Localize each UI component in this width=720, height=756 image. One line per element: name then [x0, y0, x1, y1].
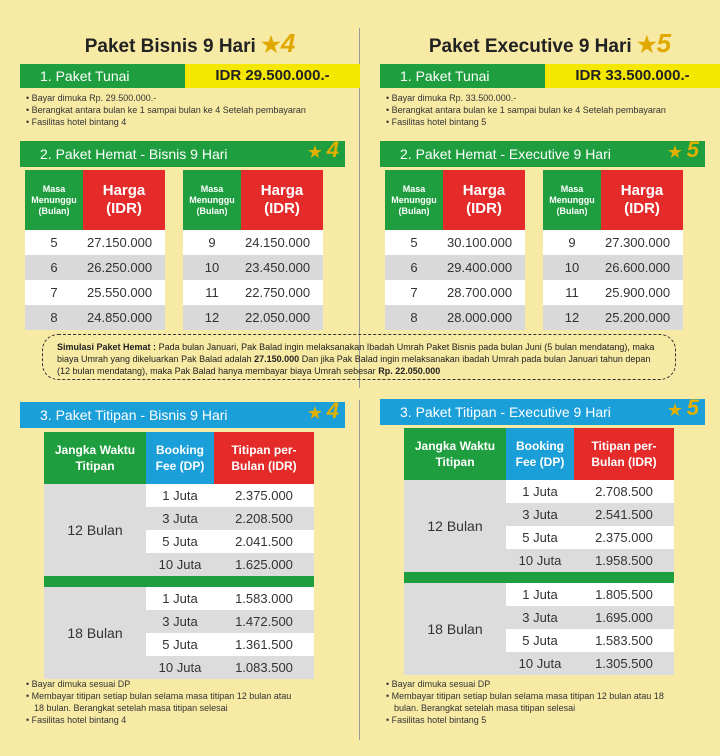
star-icon: ★	[261, 32, 281, 57]
harga-header: Harga (IDR)	[241, 170, 323, 230]
tunai-price: IDR 33.500.000.-	[545, 64, 720, 88]
simulasi-label: Simulasi Paket Hemat :	[57, 342, 157, 352]
jangka-header: Jangka Waktu Titipan	[404, 428, 506, 480]
titip-bullets: • Bayar dimuka sesuai DP • Membayar titipan setiap bulan selama masa titipan 12 bulan atau 18 bulan. Berangkat setelah masa titipan selesai • Fasilitas hotel bintang 5	[386, 678, 664, 726]
titipan-header: Titipan per- Bulan (IDR)	[214, 432, 314, 484]
booking-header: Booking Fee (DP)	[506, 428, 574, 480]
star-icon: ★	[306, 142, 323, 162]
titip-table: Jangka Waktu Titipan Booking Fee (DP) Titipan per- Bulan (IDR) 12 Bulan 1 Juta 2.375.000 3 Juta 2.208.500 5 Juta 2.041.500 10 Juta 1.625.000 18 Bulan 1 Juta 1.583.000 3 Juta 1.472.500 5 Juta 1.361.500 10 Juta 1.083.500	[44, 432, 314, 679]
star-icon: ★	[306, 403, 323, 423]
harga-header: Harga (IDR)	[83, 170, 165, 230]
titipan-header: Titipan per- Bulan (IDR)	[574, 428, 674, 480]
star-number: 4	[280, 28, 296, 58]
tunai-bullets: • Bayar dimuka Rp. 33.500.000.- • Berangkat antara bulan ke 1 sampai bulan ke 4 Setelah pembayaran • Fasilitas hotel bintang 5	[386, 92, 666, 128]
hemat-table: Masa Menunggu (Bulan) Harga (IDR) 5 27.150.000 6 26.250.000 7 25.550.000 8 24.850.000	[25, 170, 165, 330]
titip-label: 3. Paket Titipan - Bisnis 9 Hari ★ 4	[20, 402, 345, 428]
simulasi-box: Simulasi Paket Hemat : Pada bulan Januari, Pak Balad ingin melaksanakan Ibadah Umrah Paket Bisnis pada bulan Juni (5 bulan mendatang), maka biaya Umrah yang dikeluarkan Pak Balad adalah 27.150.000 Dan jika Pak Balad ingin melaksanakan ibadah Umrah pada bulan Januari tahun depan (12 bulan mendatang), maka Pak Balad hanya membayar biaya Umrah sebesar Rp. 22.050.000	[42, 334, 676, 380]
column-divider	[359, 400, 360, 740]
group-18-bulan: 18 Bulan	[404, 583, 506, 675]
star-icon: ★	[636, 32, 657, 57]
masa-header: Masa Menunggu (Bulan)	[385, 170, 443, 230]
titip-bullets: • Bayar dimuka sesuai DP • Membayar titipan setiap bulan selama masa titipan 12 bulan atau 18 bulan. Berangkat setelah masa titipan selesai • Fasilitas hotel bintang 4	[26, 678, 291, 726]
hemat-label: 2. Paket Hemat - Executive 9 Hari ★ 5	[380, 141, 705, 167]
harga-header: Harga (IDR)	[443, 170, 525, 230]
tunai-label: 1. Paket Tunai	[380, 64, 545, 88]
bisnis-title: Paket Bisnis 9 Hari ★4	[84, 28, 296, 58]
hemat-table: Masa Menunggu (Bulan) Harga (IDR) 9 24.150.000 10 23.450.000 11 22.750.000 12 22.050.000	[183, 170, 323, 330]
hemat-table: Masa Menunggu (Bulan) Harga (IDR) 9 27.300.000 10 26.600.000 11 25.900.000 12 25.200.000	[543, 170, 683, 330]
tunai-bullets: • Bayar dimuka Rp. 29.500.000.- • Berangkat antara bulan ke 1 sampai bulan ke 4 Setelah pembayaran • Fasilitas hotel bintang 4	[26, 92, 306, 128]
group-12-bulan: 12 Bulan	[44, 484, 146, 576]
star-icon: ★	[666, 400, 683, 420]
harga-header: Harga (IDR)	[601, 170, 683, 230]
booking-header: Booking Fee (DP)	[146, 432, 214, 484]
hemat-label: 2. Paket Hemat - Bisnis 9 Hari ★ 4	[20, 141, 345, 167]
tunai-label: 1. Paket Tunai	[20, 64, 185, 88]
group-12-bulan: 12 Bulan	[404, 480, 506, 572]
executive-title: Paket Executive 9 Hari ★5	[428, 28, 672, 58]
masa-header: Masa Menunggu (Bulan)	[25, 170, 83, 230]
tunai-price: IDR 29.500.000.-	[185, 64, 360, 88]
group-18-bulan: 18 Bulan	[44, 587, 146, 679]
titip-label: 3. Paket Titipan - Executive 9 Hari ★ 5	[380, 399, 705, 425]
masa-header: Masa Menunggu (Bulan)	[543, 170, 601, 230]
hemat-table: Masa Menunggu (Bulan) Harga (IDR) 5 30.100.000 6 29.400.000 7 28.700.000 8 28.000.000	[385, 170, 525, 330]
masa-header: Masa Menunggu (Bulan)	[183, 170, 241, 230]
titip-table: Jangka Waktu Titipan Booking Fee (DP) Titipan per- Bulan (IDR) 12 Bulan 1 Juta 2.708.500 3 Juta 2.541.500 5 Juta 2.375.000 10 Juta 1.958.500 18 Bulan 1 Juta 1.805.500 3 Juta 1.695.000 5 Juta 1.583.500 10 Juta 1.305.500	[404, 428, 674, 675]
jangka-header: Jangka Waktu Titipan	[44, 432, 146, 484]
star-icon: ★	[666, 142, 683, 162]
star-number: 5	[656, 28, 672, 58]
